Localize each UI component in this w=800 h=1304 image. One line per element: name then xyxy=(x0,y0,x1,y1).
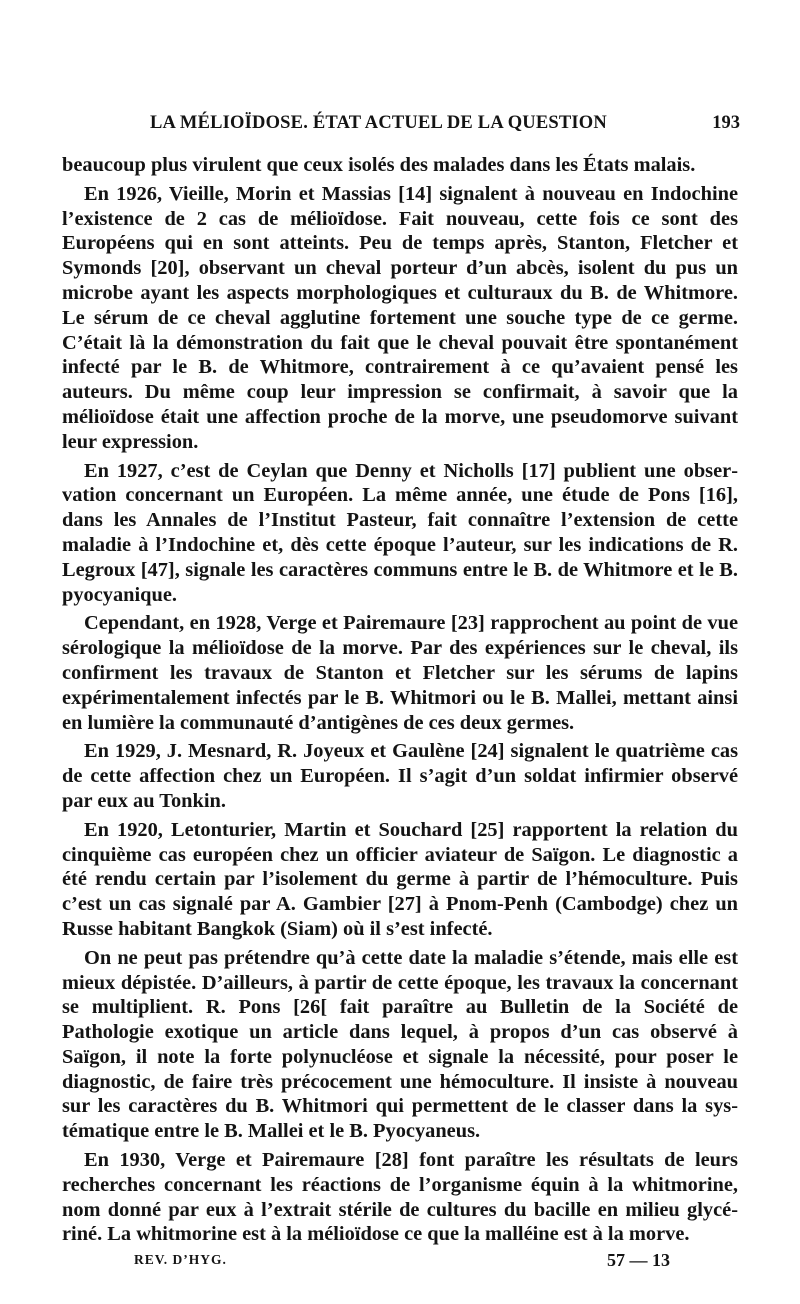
signature-mark: 57 — 13 xyxy=(607,1250,670,1270)
journal-abbrev: REV. D’HYG. xyxy=(134,1252,227,1267)
paragraph-1928: Cependant, en 1928, Verge et Pairemaure [23] rapprochent au point de vue sérologique la mélioïdose de la morve. Par des expériences sur le cheval, ils confirment les travaux de Stanton et Fletcher sur les sérums de lapins expérimentalement infectés par le B. Whitmori ou le B. Mallei, mettant ainsi en lumière la communauté d’antigènes de ces deux germes. xyxy=(62,612,738,734)
paragraph-1926: En 1926, Vieille, Morin et Massias [14] signalent à nouveau en Indochine l’existence de 2 cas de mélioïdose. Fait nouveau, cette fois ce sont des Européens qui en sont atteints. Peu de temps après, Stanton, Fletcher et Symonds [20], observant un cheval porteur d’un abcès, isolent du pus un microbe ayant les aspects morphologiques et culturaux du B. de Whitmore. Le sérum de ce cheval agglutine fortement une souche type de ce germe. C’était là la démonstration du fait que le cheval pouvait être spontanément infecté par le B. de Whitmore, contrairement à ce qu’avaient pensé les auteurs. Du même coup leur impression se confirmait, à savoir que la mélioïdose était une affection proche de la morve, une pseudomorve suivant leur expression. xyxy=(62,182,738,453)
page-header xyxy=(62,113,738,143)
paragraph-diagnosis: On ne peut pas prétendre qu’à cette date la maladie s’étende, mais elle est mieux dépistée. D’ailleurs, à partir de cette époque, les travaux la concernant se multiplient. R. Pons [26[ fait paraître au Bulletin de la Société de Pathologie exotique un article dans lequel, à propos d’un cas observé à Saïgon, il note la forte polynucléose et signale la nécessité, pour poser le diagnostic, de faire très précocement une hémoculture. Il insiste à nouveau sur les caractères du B. Whitmori qui permettent de le classer dans la systématique entre le B. Mallei et le B. Pyocyaneus. xyxy=(62,946,738,1143)
paragraph-continuation: beaucoup plus virulent que ceux isolés des malades dans les États malais. xyxy=(62,154,696,176)
paragraph-1929: En 1929, J. Mesnard, R. Joyeux et Gaulène [24] signalent le quatrième cas de cette affection chez un Européen. Il s’agit d’un soldat infirmier observé par eux au Tonkin. xyxy=(62,740,738,812)
page-footer xyxy=(62,1250,738,1274)
paragraph-1930: En 1930, Verge et Pairemaure [28] font paraître les résultats de leurs recherches concernant les réactions de l’organisme équin à la whitmorine, nom donné par eux à l’extrait stérile de cultures du bacille en milieu glycériné. La whitmorine est à la mélioïdose ce que la malléine est à la morve. xyxy=(62,1149,738,1246)
page-number: 193 xyxy=(712,113,740,133)
running-title: LA MÉLIOÏDOSE. ÉTAT ACTUEL DE LA QUESTION xyxy=(150,113,607,133)
body-text xyxy=(62,153,738,1247)
paragraph-1920: En 1920, Letonturier, Martin et Souchard [25] rapportent la relation du cinquième cas européen chez un officier aviateur de Saïgon. Le diagnostic a été rendu certain par l’isolement du germe à partir de l’hémoculture. Puis c’est un cas signalé par A. Gambier [27] à Pnom-Penh (Cambodge) chez un Russe habitant Bangkok (Siam) où il s’est infecté. xyxy=(62,818,738,940)
paragraph-1927: En 1927, c’est de Ceylan que Denny et Nicholls [17] publient une observation concernant un Européen. La même année, une étude de Pons [16], dans les Annales de l’Institut Pasteur, fait connaître l’extension de cette maladie à l’Indochine et, dès cette époque l’auteur, sur les indications de R. Legroux [47], signale les caractères communs entre le B. de Whitmore et le B. pyocyanique. xyxy=(62,459,738,606)
